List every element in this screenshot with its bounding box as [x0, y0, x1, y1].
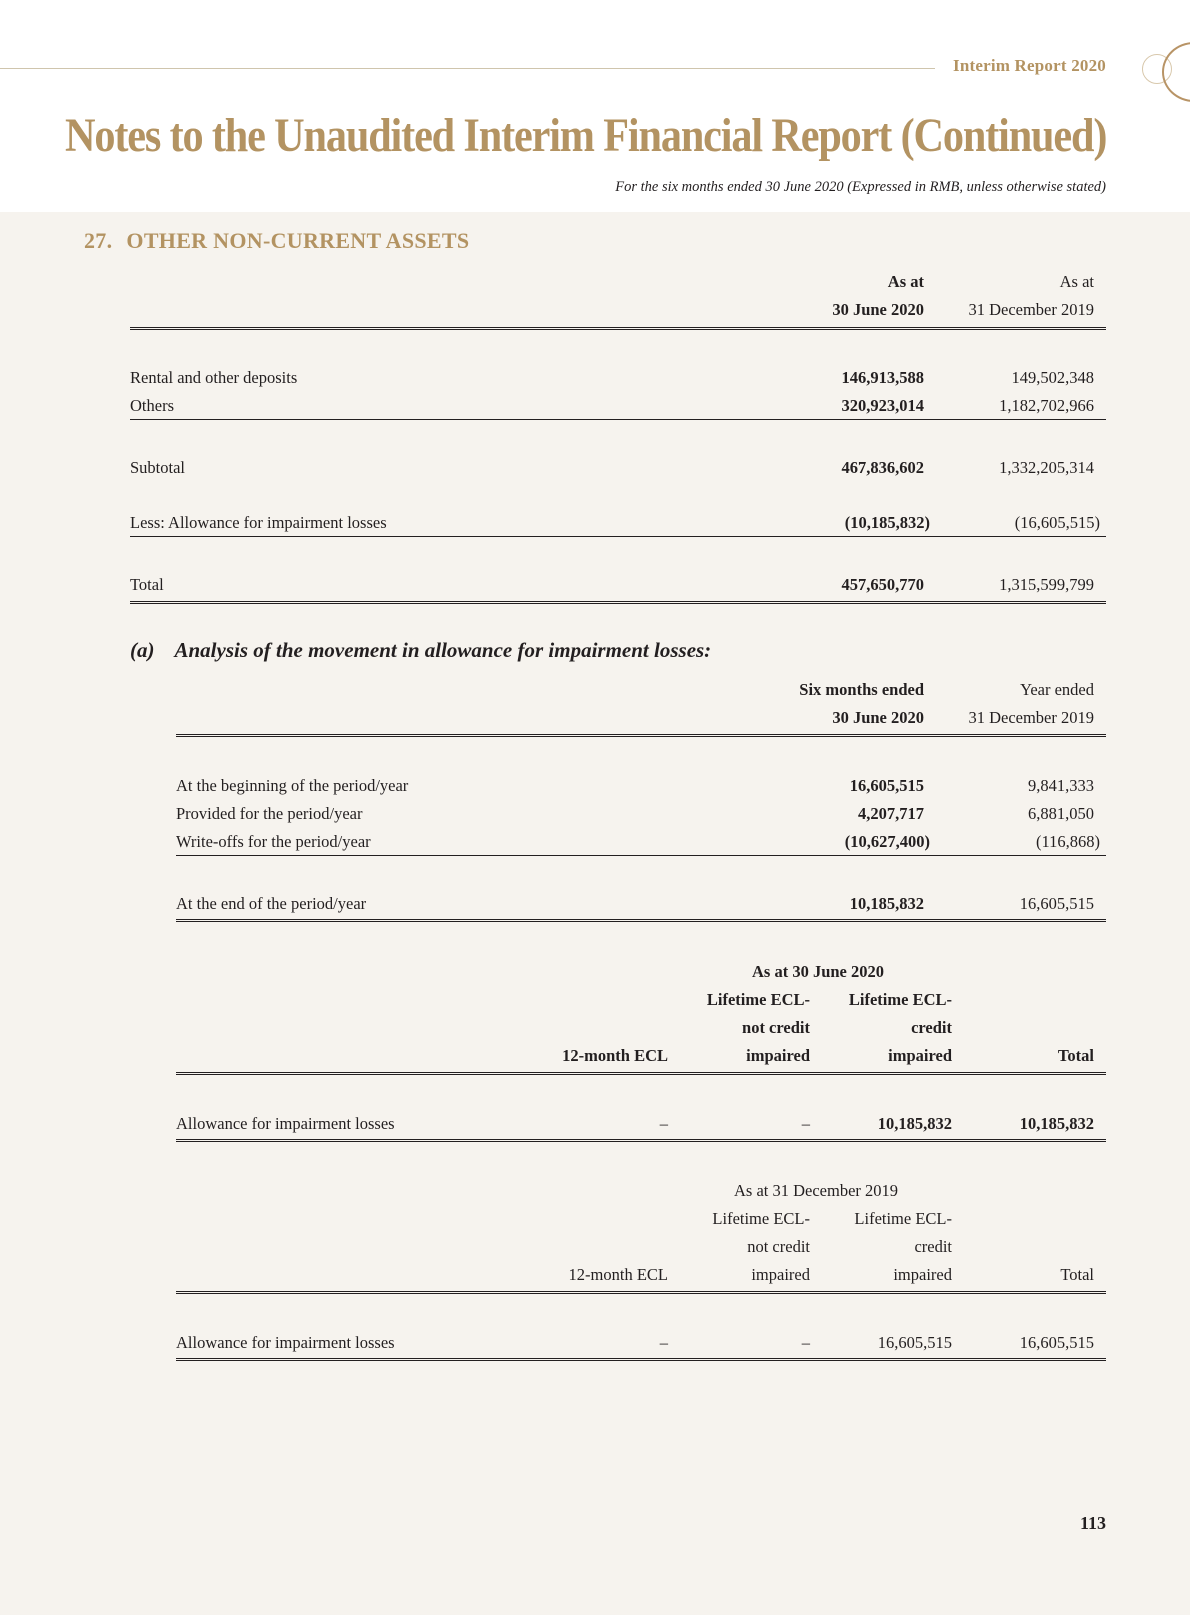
- section-heading: [84, 228, 469, 254]
- value-2020: 320,923,014: [841, 396, 924, 415]
- col-lifetime-impaired-line2: credit: [914, 1237, 952, 1256]
- header-rule: [0, 68, 935, 69]
- col-12-month-ecl: 12-month ECL: [568, 1265, 668, 1284]
- subsection-marker: (a): [130, 638, 155, 662]
- col-lifetime-not-impaired-line3: impaired: [751, 1265, 810, 1284]
- value-2020: (10,627,400): [844, 832, 930, 851]
- col-header-2019-line2: 31 December 2019: [968, 708, 1094, 727]
- value-2019: 1,315,599,799: [999, 575, 1094, 594]
- row-label: Others: [130, 396, 174, 415]
- value-2020: 16,605,515: [849, 776, 924, 795]
- value-lifetime-impaired: 16,605,515: [877, 1333, 952, 1352]
- row-label: Rental and other deposits: [130, 368, 298, 387]
- report-label: Interim Report 2020: [953, 56, 1106, 75]
- value-2020: 467,836,602: [841, 458, 924, 477]
- col-lifetime-impaired-line3: impaired: [888, 1046, 952, 1065]
- row-label: Allowance for impairment losses: [176, 1333, 395, 1352]
- value-2019: 6,881,050: [1028, 804, 1094, 823]
- col-lifetime-impaired-line1: Lifetime ECL-: [848, 990, 952, 1009]
- value-lifetime-impaired: 10,185,832: [877, 1114, 952, 1133]
- row-rule: [130, 419, 1106, 420]
- value-total: 16,605,515: [1019, 1333, 1094, 1352]
- total-double-rule: [176, 1139, 1106, 1142]
- value-2019: 149,502,348: [1011, 368, 1094, 387]
- row-rule: [176, 855, 1106, 856]
- total-double-rule: [130, 601, 1106, 604]
- col-header-2020-line2: 30 June 2020: [832, 708, 924, 727]
- header-double-rule: [176, 734, 1106, 737]
- row-rule: [130, 536, 1106, 537]
- row-label: Less: Allowance for impairment losses: [130, 513, 387, 532]
- row-label: Total: [130, 575, 164, 594]
- value-2019: 9,841,333: [1028, 776, 1094, 795]
- section-number: 27.: [84, 228, 113, 253]
- col-lifetime-impaired-line1: Lifetime ECL-: [854, 1209, 952, 1228]
- decorative-circle-large-icon: [1162, 42, 1190, 102]
- value-2020: 146,913,588: [841, 368, 924, 387]
- value-2020: 10,185,832: [849, 894, 924, 913]
- value-lifetime-not-impaired: –: [801, 1333, 810, 1352]
- col-lifetime-not-impaired-line2: not credit: [747, 1237, 810, 1256]
- value-total: 10,185,832: [1019, 1114, 1094, 1133]
- col-header-2019-line2: 31 December 2019: [968, 300, 1094, 319]
- value-2019: 1,182,702,966: [999, 396, 1094, 415]
- total-double-rule: [176, 919, 1106, 922]
- value-12-month-ecl: –: [659, 1114, 668, 1133]
- col-header-2019-line1: Year ended: [1020, 680, 1094, 699]
- col-header-2020-line2: 30 June 2020: [832, 300, 924, 319]
- total-double-rule: [176, 1358, 1106, 1361]
- value-2019: 1,332,205,314: [999, 458, 1094, 477]
- header-double-rule: [176, 1291, 1106, 1294]
- value-lifetime-not-impaired: –: [801, 1114, 810, 1133]
- subsection-heading: [130, 638, 711, 663]
- col-lifetime-not-impaired-line1: Lifetime ECL-: [712, 1209, 810, 1228]
- page-title: Notes to the Unaudited Interim Financial Report (Continued): [64, 109, 1106, 162]
- group-header: As at 31 December 2019: [734, 1181, 899, 1200]
- value-2020: 4,207,717: [858, 804, 924, 823]
- col-lifetime-impaired-line3: impaired: [893, 1265, 952, 1284]
- header-double-rule: [176, 1072, 1106, 1075]
- col-total: Total: [1057, 1046, 1094, 1065]
- value-2020: 457,650,770: [841, 575, 924, 594]
- value-12-month-ecl: –: [659, 1333, 668, 1352]
- col-header-2020-line1: Six months ended: [799, 680, 924, 699]
- header-double-rule: [130, 327, 1106, 330]
- page-number: 113: [1079, 1513, 1106, 1533]
- subsection-title: Analysis of the movement in allowance for impairment losses:: [174, 638, 712, 662]
- row-label: Write-offs for the period/year: [176, 832, 371, 851]
- row-label: Subtotal: [130, 458, 186, 477]
- row-label: At the end of the period/year: [176, 894, 367, 913]
- col-header-2019-line1: As at: [1059, 272, 1094, 291]
- page-header: [0, 0, 1190, 212]
- row-label: Provided for the period/year: [176, 804, 363, 823]
- value-2019: (16,605,515): [1014, 513, 1100, 532]
- col-lifetime-not-impaired-line3: impaired: [746, 1046, 810, 1065]
- row-label: Allowance for impairment losses: [176, 1114, 395, 1133]
- row-label: At the beginning of the period/year: [176, 776, 409, 795]
- value-2019: 16,605,515: [1019, 894, 1094, 913]
- col-lifetime-not-impaired-line1: Lifetime ECL-: [706, 990, 810, 1009]
- value-2019: (116,868): [1035, 832, 1100, 851]
- col-header-2020-line1: As at: [887, 272, 924, 291]
- group-header: As at 30 June 2020: [752, 962, 885, 981]
- col-lifetime-impaired-line2: credit: [911, 1018, 952, 1037]
- col-12-month-ecl: 12-month ECL: [562, 1046, 668, 1065]
- col-lifetime-not-impaired-line2: not credit: [742, 1018, 810, 1037]
- value-2020: (10,185,832): [844, 513, 930, 532]
- col-total: Total: [1060, 1265, 1094, 1284]
- page-subtitle: For the six months ended 30 June 2020 (Expressed in RMB, unless otherwise stated): [615, 179, 1106, 195]
- section-title: OTHER NON-CURRENT ASSETS: [126, 228, 470, 253]
